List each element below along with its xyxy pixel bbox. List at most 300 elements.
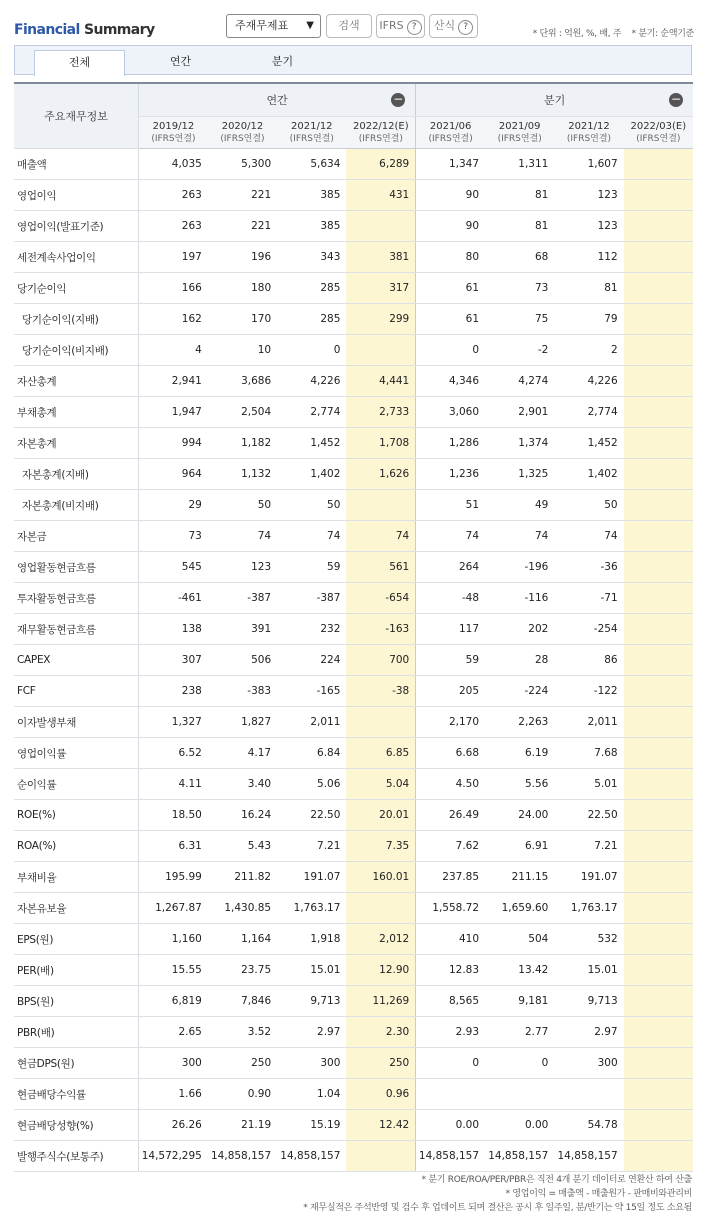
table-cell: 6.68 [416, 738, 485, 769]
unit-notes [533, 26, 694, 39]
table-cell: 1,347 [416, 149, 485, 180]
table-cell [624, 1017, 693, 1048]
table-cell: 180 [208, 273, 277, 304]
table-cell: 9,181 [485, 986, 554, 1017]
table-row [14, 831, 693, 862]
table-cell [624, 521, 693, 552]
table-cell: 1,607 [554, 149, 623, 180]
column-header [416, 117, 485, 149]
row-label[interactable]: 영업이익률 [14, 738, 139, 769]
table-cell: 2,012 [346, 924, 415, 955]
table-cell [624, 149, 693, 180]
table-cell: 18.50 [139, 800, 208, 831]
table-cell: 2,170 [416, 707, 485, 738]
table-cell: 2,774 [277, 397, 346, 428]
page-title [14, 22, 154, 38]
row-label[interactable]: 현금배당수익률 [14, 1079, 139, 1110]
row-label[interactable]: 이자발생부채 [14, 707, 139, 738]
group-quarter-header [416, 83, 693, 117]
table-cell: 504 [485, 924, 554, 955]
row-label[interactable]: 부채총계 [14, 397, 139, 428]
row-label[interactable]: 순이익률 [14, 769, 139, 800]
table-cell [624, 800, 693, 831]
table-cell: 211.82 [208, 862, 277, 893]
column-header [139, 117, 208, 149]
column-period: 2021/12 [568, 120, 610, 132]
table-cell: 9,713 [554, 986, 623, 1017]
table-cell [624, 273, 693, 304]
table-cell: 15.01 [277, 955, 346, 986]
table-cell: 6.84 [277, 738, 346, 769]
table-cell: 5,634 [277, 149, 346, 180]
table-cell: 11,269 [346, 986, 415, 1017]
table-row [14, 986, 693, 1017]
column-period: 2022/03(E) [630, 120, 687, 132]
group-annual-label: 연간 [266, 94, 288, 107]
table-cell: 81 [485, 211, 554, 242]
table-cell: 5.43 [208, 831, 277, 862]
footnote: * 분기 ROE/ROA/PER/PBR은 직전 4개 분기 데이터로 연환산 하여 산출 [421, 1175, 692, 1185]
table-cell: 343 [277, 242, 346, 273]
table-cell [624, 1110, 693, 1141]
table-cell: -461 [139, 583, 208, 614]
table-cell: 8,565 [416, 986, 485, 1017]
table-cell: 9,713 [277, 986, 346, 1017]
table-cell: 1,327 [139, 707, 208, 738]
table-cell [624, 831, 693, 862]
table-cell: 81 [554, 273, 623, 304]
table-cell: 14,572,295 [139, 1141, 208, 1172]
table-cell: 12.83 [416, 955, 485, 986]
table-cell: 7.35 [346, 831, 415, 862]
table-cell: 300 [139, 1048, 208, 1079]
table-cell [624, 335, 693, 366]
table-cell: 123 [554, 211, 623, 242]
table-cell: 21.19 [208, 1110, 277, 1141]
table-cell: 1,626 [346, 459, 415, 490]
table-cell: 1,402 [554, 459, 623, 490]
table-cell: 410 [416, 924, 485, 955]
table-cell: 51 [416, 490, 485, 521]
table-cell: 0 [485, 1048, 554, 1079]
table-cell: 74 [485, 521, 554, 552]
table-cell: -36 [554, 552, 623, 583]
table-cell: 2.93 [416, 1017, 485, 1048]
table-cell: 13.42 [485, 955, 554, 986]
table-cell: 22.50 [277, 800, 346, 831]
table-cell [624, 180, 693, 211]
row-label[interactable]: 영업활동현금흐름 [14, 552, 139, 583]
table-cell [624, 924, 693, 955]
table-cell: 4,226 [554, 366, 623, 397]
table-cell [554, 1079, 623, 1110]
table-cell: -387 [208, 583, 277, 614]
tab-annual[interactable]: 연간 [169, 55, 192, 68]
table-cell: 0.00 [485, 1110, 554, 1141]
table-cell: 994 [139, 428, 208, 459]
table-cell: 14,858,157 [554, 1141, 623, 1172]
table-row [14, 149, 693, 180]
table-cell: -122 [554, 676, 623, 707]
row-label[interactable]: 현금DPS(원) [14, 1048, 139, 1079]
table-cell: 381 [346, 242, 415, 273]
row-label[interactable]: 자산총계 [14, 366, 139, 397]
table-row [14, 242, 693, 273]
table-cell: 4,441 [346, 366, 415, 397]
table-cell: 50 [208, 490, 277, 521]
table-cell: 6.31 [139, 831, 208, 862]
table-cell [416, 1079, 485, 1110]
table-cell: 1,763.17 [277, 893, 346, 924]
table-cell [624, 645, 693, 676]
table-cell: 3.40 [208, 769, 277, 800]
table-cell: 123 [554, 180, 623, 211]
row-label[interactable]: 세전계속사업이익 [14, 242, 139, 273]
table-cell: 6,289 [346, 149, 415, 180]
table-cell [624, 1079, 693, 1110]
row-header-title: 주요재무정보 [14, 83, 139, 149]
table-cell: 1,236 [416, 459, 485, 490]
table-cell: 1,160 [139, 924, 208, 955]
table-cell: 224 [277, 645, 346, 676]
row-label[interactable]: 자본총계(지배) [14, 459, 139, 490]
table-cell: 2,504 [208, 397, 277, 428]
title-financial: Financial [14, 22, 80, 38]
table-cell: 237.85 [416, 862, 485, 893]
table-cell: 2.97 [554, 1017, 623, 1048]
financial-summary-table [14, 82, 693, 1172]
table-cell: 1,286 [416, 428, 485, 459]
table-row [14, 1048, 693, 1079]
table-cell: 54.78 [554, 1110, 623, 1141]
table-cell: 4,226 [277, 366, 346, 397]
table-cell: 263 [139, 180, 208, 211]
table-row [14, 769, 693, 800]
table-cell: 285 [277, 273, 346, 304]
table-cell: 15.55 [139, 955, 208, 986]
table-cell: 250 [208, 1048, 277, 1079]
table-cell: 14,858,157 [277, 1141, 346, 1172]
table-cell [346, 335, 415, 366]
table-cell: 5.06 [277, 769, 346, 800]
table-cell: 3.52 [208, 1017, 277, 1048]
table-row [14, 676, 693, 707]
table-cell: 317 [346, 273, 415, 304]
table-row [14, 614, 693, 645]
table-cell: 74 [554, 521, 623, 552]
table-cell: 1,947 [139, 397, 208, 428]
table-cell: 1,452 [277, 428, 346, 459]
table-row [14, 645, 693, 676]
row-label[interactable]: 당기순이익(지배) [14, 304, 139, 335]
table-cell: 4,035 [139, 149, 208, 180]
row-label[interactable]: 부채비율 [14, 862, 139, 893]
statement-select[interactable] [226, 14, 321, 38]
tab-all[interactable]: 전체 [34, 50, 125, 76]
table-cell [624, 242, 693, 273]
table-row [14, 738, 693, 769]
group-quarter-label: 분기 [543, 94, 566, 107]
table-cell: 22.50 [554, 800, 623, 831]
table-cell: 391 [208, 614, 277, 645]
table-cell: 14,858,157 [416, 1141, 485, 1172]
table-row [14, 583, 693, 614]
table-cell [624, 490, 693, 521]
table-cell: 3,686 [208, 366, 277, 397]
row-label[interactable]: EPS(원) [14, 924, 139, 955]
table-cell: 0.96 [346, 1079, 415, 1110]
table-cell: 506 [208, 645, 277, 676]
table-cell: 431 [346, 180, 415, 211]
table-cell [346, 211, 415, 242]
column-basis: (IFRS연결) [151, 133, 196, 144]
table-cell: -387 [277, 583, 346, 614]
help-icon: ? [407, 20, 422, 35]
column-basis: (IFRS연결) [566, 133, 612, 144]
table-cell [346, 893, 415, 924]
table-row [14, 335, 693, 366]
table-cell: 1.66 [139, 1079, 208, 1110]
table-cell: 285 [277, 304, 346, 335]
table-cell [346, 707, 415, 738]
table-cell: 4.17 [208, 738, 277, 769]
table-cell: 15.19 [277, 1110, 346, 1141]
row-label[interactable]: 현금배당성향(%) [14, 1110, 139, 1141]
row-label[interactable]: BPS(원) [14, 986, 139, 1017]
table-row [14, 893, 693, 924]
row-label[interactable]: ROA(%) [14, 831, 139, 862]
table-cell: 74 [208, 521, 277, 552]
row-label[interactable]: 매출액 [14, 149, 139, 180]
table-cell: 10 [208, 335, 277, 366]
table-row [14, 552, 693, 583]
table-cell: 6.19 [485, 738, 554, 769]
table-cell: 79 [554, 304, 623, 335]
table-cell: -2 [485, 335, 554, 366]
table-cell [624, 211, 693, 242]
table-cell: 2.30 [346, 1017, 415, 1048]
table-cell: 191.07 [277, 862, 346, 893]
table-cell: 50 [277, 490, 346, 521]
table-cell: 61 [416, 273, 485, 304]
collapse-quarter-icon[interactable]: − [670, 92, 682, 106]
row-label[interactable]: 투자활동현금흐름 [14, 583, 139, 614]
table-cell: 1,402 [277, 459, 346, 490]
table-cell: 74 [277, 521, 346, 552]
table-cell: 0 [416, 335, 485, 366]
statement-select-value: 주재무제표 [235, 19, 289, 32]
period-tabs [14, 45, 692, 75]
table-cell: 263 [139, 211, 208, 242]
table-cell: 74 [346, 521, 415, 552]
table-cell: -254 [554, 614, 623, 645]
group-annual-header [139, 83, 416, 117]
table-cell [624, 304, 693, 335]
table-cell: 6.85 [346, 738, 415, 769]
column-header [554, 117, 623, 149]
table-row [14, 862, 693, 893]
table-cell [624, 428, 693, 459]
table-cell: 2,263 [485, 707, 554, 738]
table-cell [624, 1141, 693, 1172]
table-cell: 545 [139, 552, 208, 583]
table-cell: 238 [139, 676, 208, 707]
table-cell: 2.65 [139, 1017, 208, 1048]
row-label[interactable]: 자본총계 [14, 428, 139, 459]
table-row [14, 1079, 693, 1110]
table-row [14, 397, 693, 428]
column-basis: (IFRS연결) [220, 133, 265, 144]
row-label[interactable]: 재무활동현금흐름 [14, 614, 139, 645]
table-cell: 2 [554, 335, 623, 366]
table-cell: 232 [277, 614, 346, 645]
table-cell: 2,774 [554, 397, 623, 428]
formula-help-button[interactable] [429, 14, 478, 38]
ifrs-label: IFRS [379, 19, 404, 32]
row-label[interactable]: FCF [14, 676, 139, 707]
search-button[interactable] [326, 14, 372, 38]
table-cell: 0.90 [208, 1079, 277, 1110]
row-label[interactable]: 자본총계(비지배) [14, 490, 139, 521]
table-cell: 162 [139, 304, 208, 335]
tab-quarterly[interactable]: 분기 [271, 55, 294, 68]
table-cell: -163 [346, 614, 415, 645]
table-cell: 50 [554, 490, 623, 521]
table-cell: 138 [139, 614, 208, 645]
row-label[interactable]: 당기순이익(비지배) [14, 335, 139, 366]
table-row [14, 428, 693, 459]
table-row [14, 1017, 693, 1048]
column-period: 2021/09 [498, 120, 541, 132]
table-cell: 385 [277, 180, 346, 211]
row-label[interactable]: CAPEX [14, 645, 139, 676]
table-cell [624, 738, 693, 769]
table-cell: 7.62 [416, 831, 485, 862]
column-period: 2021/12 [291, 120, 333, 132]
table-cell: 202 [485, 614, 554, 645]
table-cell: 26.26 [139, 1110, 208, 1141]
note-unit: * 단위 : 억원, %, 배, 주 [532, 29, 622, 39]
table-row [14, 707, 693, 738]
table-cell: 4.50 [416, 769, 485, 800]
table-cell: 4.11 [139, 769, 208, 800]
table-cell: 1,659.60 [485, 893, 554, 924]
table-cell: 221 [208, 180, 277, 211]
table-cell: 12.42 [346, 1110, 415, 1141]
row-label[interactable]: 자본금 [14, 521, 139, 552]
table-cell: 2,941 [139, 366, 208, 397]
table-cell: 5.01 [554, 769, 623, 800]
row-label[interactable]: 발행주식수(보통주) [14, 1141, 139, 1172]
table-cell: 20.01 [346, 800, 415, 831]
table-row [14, 211, 693, 242]
table-cell: 7,846 [208, 986, 277, 1017]
table-cell: 191.07 [554, 862, 623, 893]
table-cell [624, 955, 693, 986]
title-summary: Summary [83, 22, 155, 38]
table-cell: 250 [346, 1048, 415, 1079]
table-cell: 1,325 [485, 459, 554, 490]
table-cell [346, 490, 415, 521]
table-cell: 160.01 [346, 862, 415, 893]
table-cell: 29 [139, 490, 208, 521]
table-cell: 1,708 [346, 428, 415, 459]
row-label[interactable]: PER(배) [14, 955, 139, 986]
row-label[interactable]: 자본유보율 [14, 893, 139, 924]
table-cell: 59 [416, 645, 485, 676]
table-cell: 700 [346, 645, 415, 676]
ifrs-help-button[interactable] [376, 14, 425, 38]
table-cell: 112 [554, 242, 623, 273]
table-cell: 12.90 [346, 955, 415, 986]
table-row [14, 955, 693, 986]
table-cell: 7.21 [277, 831, 346, 862]
table-cell: 73 [139, 521, 208, 552]
row-label[interactable]: 당기순이익 [14, 273, 139, 304]
table-cell: 307 [139, 645, 208, 676]
table-cell: 300 [554, 1048, 623, 1079]
table-row [14, 273, 693, 304]
column-period: 2020/12 [221, 120, 264, 132]
footnote: * 재무실적은 주석반영 및 검수 후 업데이트 되며 결산은 공시 후 일주일, 분/반기는 약 15일 정도 소요됨 [303, 1203, 692, 1213]
row-label[interactable]: 영업이익 [14, 180, 139, 211]
table-cell: 1,374 [485, 428, 554, 459]
table-row [14, 490, 693, 521]
note-quarter: * 분기: 순액기준 [631, 29, 694, 39]
table-cell: 205 [416, 676, 485, 707]
help-icon: ? [458, 20, 473, 35]
table-row [14, 924, 693, 955]
table-cell: 23.75 [208, 955, 277, 986]
table-cell [485, 1079, 554, 1110]
table-row [14, 800, 693, 831]
row-label[interactable]: ROE(%) [14, 800, 139, 831]
table-cell: 26.49 [416, 800, 485, 831]
table-cell: 561 [346, 552, 415, 583]
table-cell: 964 [139, 459, 208, 490]
table-cell: 1,452 [554, 428, 623, 459]
table-cell: 3,060 [416, 397, 485, 428]
row-label[interactable]: PBR(배) [14, 1017, 139, 1048]
table-cell: 170 [208, 304, 277, 335]
column-header [346, 117, 415, 149]
table-cell [624, 893, 693, 924]
table-cell: 61 [416, 304, 485, 335]
table-cell: 90 [416, 211, 485, 242]
row-label[interactable]: 영업이익(발표기준) [14, 211, 139, 242]
table-cell: 2.97 [277, 1017, 346, 1048]
table-cell: 2.77 [485, 1017, 554, 1048]
column-basis: (IFRS연결) [497, 133, 542, 144]
table-cell [624, 614, 693, 645]
table-cell: 28 [485, 645, 554, 676]
collapse-annual-icon[interactable]: − [393, 92, 404, 106]
table-cell: 1.04 [277, 1079, 346, 1110]
table-cell: 0.00 [416, 1110, 485, 1141]
table-cell: 49 [485, 490, 554, 521]
table-cell: 15.01 [554, 955, 623, 986]
table-cell [624, 676, 693, 707]
table-cell: 6.91 [485, 831, 554, 862]
table-cell: 1,558.72 [416, 893, 485, 924]
table-cell: 59 [277, 552, 346, 583]
table-cell: 74 [416, 521, 485, 552]
chevron-down-icon: ▼ [306, 20, 314, 31]
table-cell: -116 [485, 583, 554, 614]
table-cell [624, 552, 693, 583]
table-cell: 7.68 [554, 738, 623, 769]
table-cell: 4,274 [485, 366, 554, 397]
